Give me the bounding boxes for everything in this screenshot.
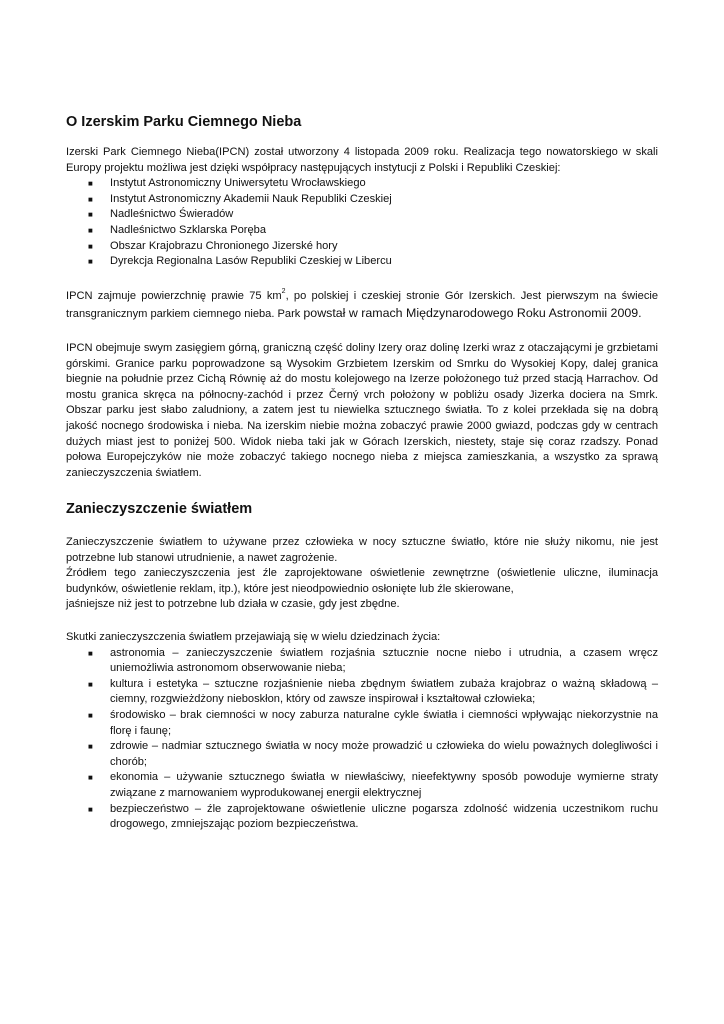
institutions-list bbox=[66, 176, 658, 270]
list-item: ■ Instytut Astronomiczny Uniwersytetu Wrocławskiego bbox=[66, 176, 658, 192]
effects-block bbox=[66, 630, 658, 833]
source-paragraph: Źródłem tego zanieczyszczenia jest źle zaprojektowane oświetlenie zewnętrzne (oświetlenie uliczne, iluminacja budynków, oświetlenie reklam, itp.), które jest nieodpowiednio osłonięte lub źle skierowane, bbox=[66, 567, 658, 595]
definition-paragraph: Zanieczyszczenie światłem to używane przez człowieka w nocy sztuczne światło, które nie służy nikomu, nie jest potrzebne lub stanowi utrudnienie, a nawet zagrożenie. bbox=[66, 536, 658, 564]
bullet-icon: ■ bbox=[88, 773, 93, 783]
list-item: ■ bezpieczeństwo – źle zaprojektowane oświetlenie uliczne pogarsza zdolność widzenia uczestnikom ruchu drogowego, zmniejszając poziom bezpieczeństwa. bbox=[88, 802, 658, 831]
superscript: 2 bbox=[281, 288, 286, 296]
bullet-icon: ■ bbox=[88, 179, 93, 189]
bullet-icon: ■ bbox=[88, 257, 93, 267]
list-item: ■ Obszar Krajobrazu Chronionego Jizerské hory bbox=[66, 239, 658, 255]
bullet-icon: ■ bbox=[88, 648, 93, 658]
ipcn-area-paragraph: IPCN zajmuje powierzchnię prawie 75 $km^2$, po polskiej i czeskiej stronie Gór Izerskich. Jest pierwszym na świecie transgranicznym parkiem ciemnego nieba. Park powstał w ramach Międzynarodowego Roku Astronomii 2009. bbox=[66, 288, 658, 320]
ipcn-area-block bbox=[66, 288, 658, 323]
list-item: ■ Nadleśnictwo Świeradów bbox=[66, 207, 658, 223]
effects-intro: Skutki zanieczyszczenia światłem przejawiają się w wielu dziedzinach życia: bbox=[66, 631, 441, 643]
list-item: ■ ekonomia – używanie sztucznego światła w niewłaściwy, nieefektywny sposób powoduje wymierne straty związane z marnowaniem wyprodukowanej energii elektrycznej bbox=[88, 771, 658, 799]
section-title-light-pollution: Zanieczyszczenie światłem bbox=[66, 501, 253, 517]
astronomy-year-text: powstał w ramach Międzynarodowego Roku Astronomii 2009. bbox=[303, 305, 642, 320]
bullet-icon: ■ bbox=[88, 241, 93, 251]
list-item: ■ zdrowie – nadmiar sztucznego światła w nocy może prowadzić u człowieka do wielu poważnych dolegliwości i chorób; bbox=[88, 740, 658, 768]
ipcn-scope-paragraph: IPCN obejmuje swym zasięgiem górną, graniczną część doliny Izery oraz dolinę Izerki wraz z otaczającymi je grzbietami górskimi. Granice parku poprowadzone są Wysokim Grzbietem Izerskim od Smrku do Wysokiej Kopy, dalej granica biegnie na południe przez Cichą Równię aż do mostu kolejowego na Izerze położonego tuż przed stacją Harrachov. Od mostu granica skręca na północny-zachód i przez Černý vrch położony w pobliżu osady Jizerka dociera na Smrk. Obszar parku jest słabo zaludniony, a zatem jest tu niewielka sztucznego światła. To z kolei przekłada się na dobrą jakość nocnego środowiska i nieba. Na izerskim niebie można zobaczyć prawie 2000 gwiazd, podczas gdy w centrach dużych miast jest to poniżej 500. Widok nieba taki jak w Górach Izerskich, niestety, staje się coraz rzadszy. Ponad połowa Europejczyków nie może zobaczyć takiego nocnego nieba z miejsca zamieszkania, a wszystko za sprawą zanieczyszczenia światłem. bbox=[66, 342, 658, 479]
light-pollution-definition-block bbox=[66, 535, 658, 613]
effects-list bbox=[66, 646, 658, 833]
bullet-icon: ■ bbox=[88, 210, 93, 220]
ipcn-intro-block bbox=[66, 145, 658, 270]
source-continuation: jaśniejsze niż jest to potrzebne lub działa w czasie, gdy jest zbędne. bbox=[66, 598, 400, 611]
list-item: ■ astronomia – zanieczyszczenie światłem rozjaśnia sztucznie nocne niebo i utrudnia, a czasem wręcz uniemożliwia astronomom obserwowanie nieba; bbox=[88, 646, 658, 675]
bullet-icon: ■ bbox=[88, 679, 93, 689]
list-item: ■ Nadleśnictwo Szklarska Poręba bbox=[66, 223, 658, 239]
bullet-icon: ■ bbox=[88, 225, 93, 235]
bullet-icon: ■ bbox=[88, 194, 93, 204]
list-item: ■ kultura i estetyka – sztuczne rozjaśnienie nieba zbędnym światłem zubaża krajobraz o ważną składową – ciemny, rozgwieżdżony nieboskłon, który od zawsze inspirował i kształtował człowieka; bbox=[88, 677, 658, 706]
bullet-icon: ■ bbox=[88, 710, 93, 720]
ipcn-intro-paragraph: Izerski Park Ciemnego Nieba(IPCN) został utworzony 4 listopada 2009 roku. Realizacja tego nowatorskiego w skali Europy projektu możliwa jest dzięki współpracy następujących instytucji z Polski i Republiki Czeskiej: bbox=[66, 146, 658, 174]
list-item: ■ Dyrekcja Regionalna Lasów Republiki Czeskiej w Libercu bbox=[66, 254, 658, 270]
bullet-icon: ■ bbox=[88, 742, 93, 752]
bullet-icon: ■ bbox=[88, 804, 93, 814]
list-item: ■ Instytut Astronomiczny Akademii Nauk Republiki Czeskiej bbox=[66, 192, 658, 208]
section-title-ipcn: O Izerskim Parku Ciemnego Nieba bbox=[66, 114, 302, 130]
list-item: ■ środowisko – brak ciemności w nocy zaburza naturalne cykle światła i ciemności wpływając niekorzystnie na florę i faunę; bbox=[88, 708, 658, 737]
ipcn-scope-block bbox=[66, 341, 658, 481]
